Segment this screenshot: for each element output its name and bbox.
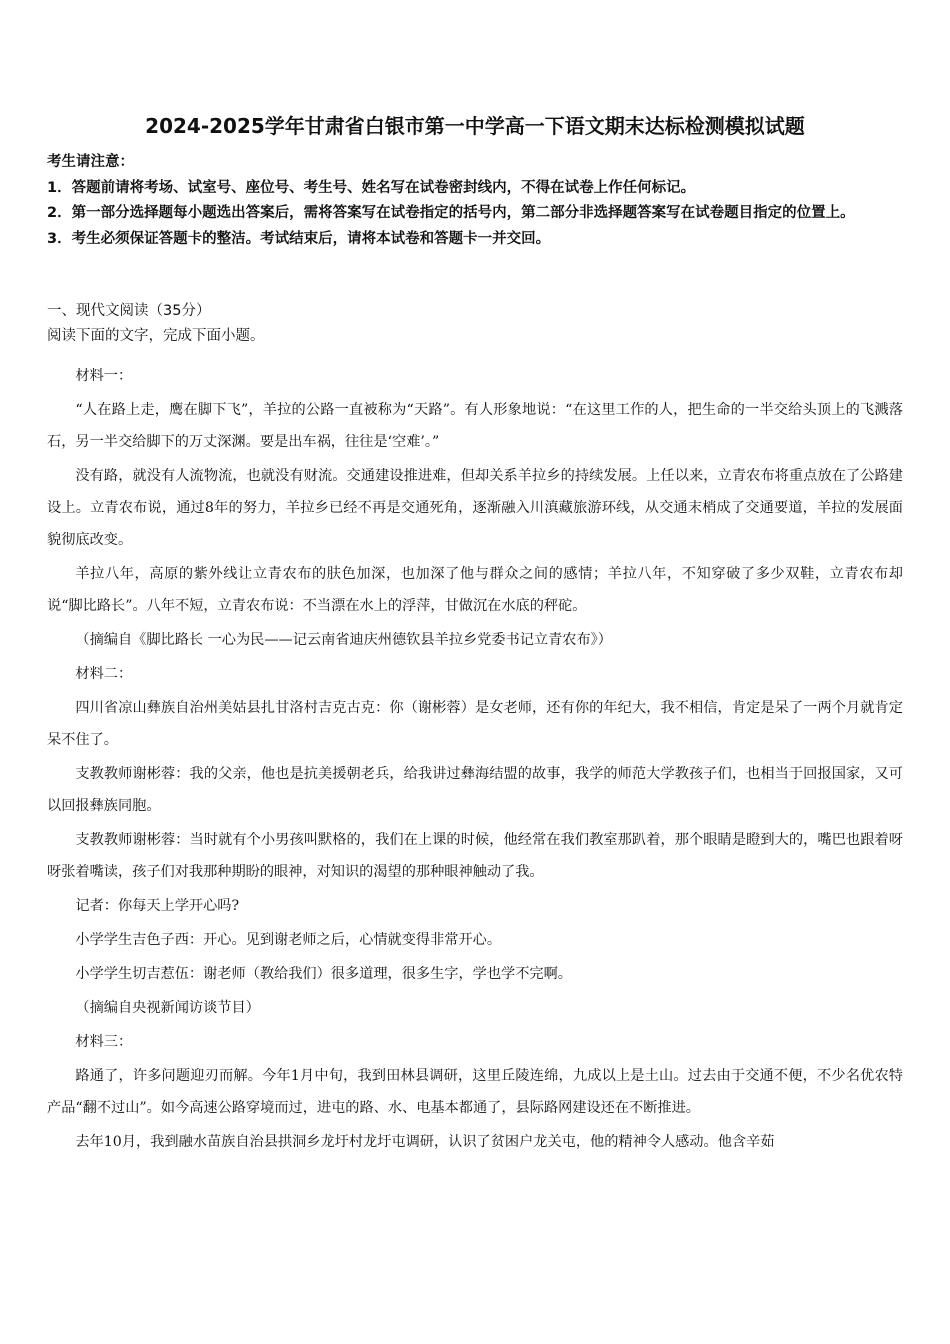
passage-paragraph: 支教教师谢彬蓉：我的父亲，他也是抗美援朝老兵，给我讲过彝海结盟的故事，我学的师范大学教孩子们，也相当于回报国家，又可以回报彝族同胞。 (47, 766, 903, 814)
passage-paragraph: 小学学生吉色子西：开心。见到谢老师之后，心情就变得非常开心。 (75, 932, 502, 948)
passage-paragraph: 小学学生切吉惹伍：谢老师（教给我们）很多道理，很多生字，学也学不完啊。 (75, 966, 572, 982)
passage-paragraph: 羊拉八年，高原的紫外线让立青农布的肤色加深，也加深了他与群众之间的感情；羊拉八年，不知穿破了多少双鞋，立青农布却说“脚比路长”。八年不短，立青农布说：不当漂在水上的浮萍，甘做沉在水底的秤砣。 (47, 566, 903, 614)
material-label: 材料三： (75, 1034, 133, 1050)
notice-item: 2．第一部分选择题每小题选出答案后，需将答案写在试卷指定的括号内，第二部分非选择题答案写在试卷题目指定的位置上。 (47, 205, 855, 221)
page-title: 2024-2025学年甘肃省白银市第一中学高一下语文期末达标检测模拟试题 (145, 114, 805, 138)
passage-paragraph: 没有路，就没有人流物流，也就没有财流。交通建设推进难，但却关系羊拉乡的持续发展。上任以来，立青农布将重点放在了公路建设上。立青农布说，通过8年的努力，羊拉乡已经不再是交通死角，逐渐融入川滇藏旅游环线，从交通末梢成了交通要道，羊拉的发展面貌彻底改变。 (47, 468, 903, 548)
section-instruction: 阅读下面的文字，完成下面小题。 (47, 328, 265, 344)
material-label: 材料一： (75, 368, 133, 384)
source-citation: （摘编自央视新闻访谈节目） (75, 1000, 260, 1016)
source-citation: （摘编自《脚比路长 一心为民——记云南省迪庆州德钦县羊拉乡党委书记立青农布》） (75, 632, 612, 648)
passage-paragraph: “人在路上走，鹰在脚下飞”，羊拉的公路一直被称为“天路”。有人形象地说：“在这里工作的人，把生命的一半交给头顶上的飞溅落石，另一半交给脚下的万丈深渊。要是出车祸，往往是‘空难’。” (47, 402, 903, 450)
notice-item: 3．考生必须保证答题卡的整洁。考试结束后，请将本试卷和答题卡一并交回。 (47, 230, 551, 247)
material-label: 材料二： (75, 666, 133, 682)
exam-notice (47, 150, 907, 252)
passage-paragraph: 四川省凉山彝族自治州美姑县扎甘洛村吉克古克：你（谢彬蓉）是女老师，还有你的年纪大，我不相信，肯定是呆了一两个月就肯定呆不住了。 (47, 700, 903, 748)
section-heading: 一、现代文阅读（35分） (47, 303, 211, 319)
reading-passage (47, 360, 903, 1160)
passage-paragraph: 支教教师谢彬蓉：当时就有个小男孩叫默格的，我们在上课的时候，他经常在我们教室那趴着，那个眼睛是瞪到大的，嘴巴也跟着呀呀张着嘴读，孩子们对我那种期盼的眼神，对知识的渴望的那种眼神触动了我。 (47, 832, 903, 880)
notice-heading: 考生请注意： (47, 154, 134, 170)
passage-paragraph: 路通了，许多问题迎刃而解。今年1月中旬，我到田林县调研，这里丘陵连绵，九成以上是土山。过去由于交通不便，不少名优农特产品“翻不过山”。如今高速公路穿境而过，进屯的路、水、电基本都通了，县际路网建设还在不断推进。 (47, 1068, 903, 1116)
passage-paragraph: 记者：你每天上学开心吗? (75, 898, 240, 914)
notice-item: 1．答题前请将考场、试室号、座位号、考生号、姓名写在试卷密封线内，不得在试卷上作任何标记。 (47, 179, 696, 196)
passage-paragraph: 去年10月，我到融水苗族自治县拱洞乡龙圩村龙圩屯调研，认识了贫困户龙关屯，他的精神令人感动。他含辛茹 (75, 1134, 775, 1150)
